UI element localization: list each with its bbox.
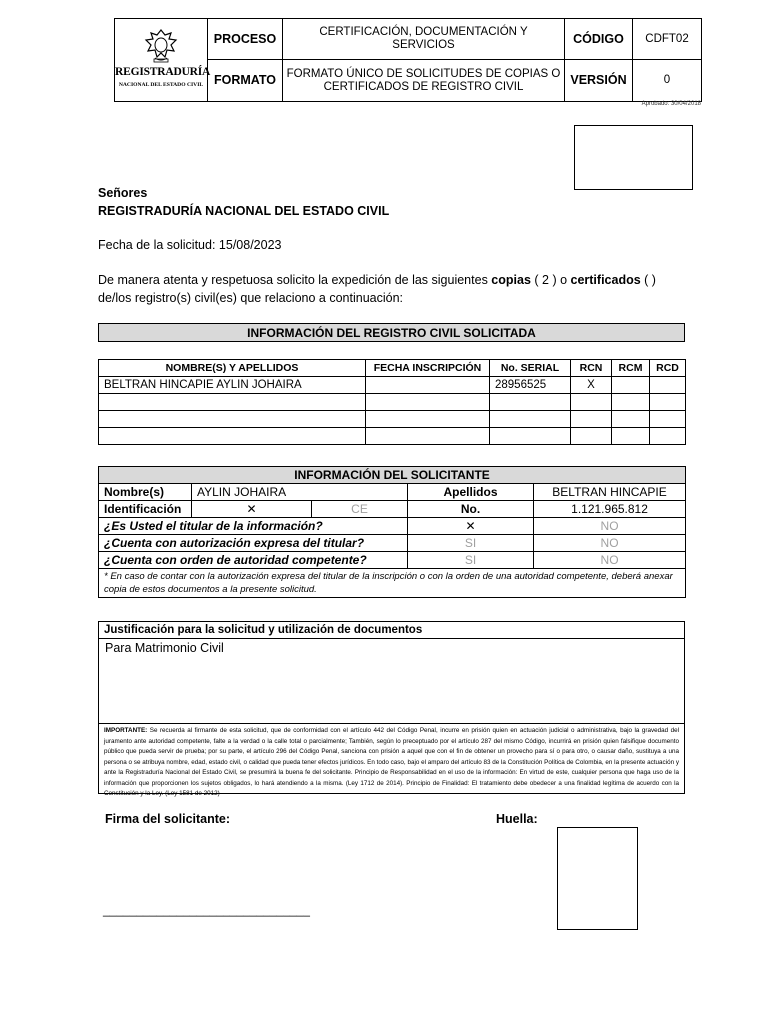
version-value: 0 [633, 60, 702, 102]
table-row: BELTRAN HINCAPIE AYLIN JOHAIRA 28956525 X [99, 377, 686, 394]
aprobado-date: Aprobado: 30/04/2018 [641, 101, 701, 107]
no-label: No. [408, 501, 534, 518]
request-text-line2: de/los registro(s) civil(es) que relaciono a continuación: [98, 291, 404, 305]
col-rcm: RCM [612, 360, 650, 377]
no-value: 1.121.965.812 [534, 501, 686, 518]
table-row [99, 428, 686, 445]
radicado-box [574, 125, 693, 190]
solicitante-table [98, 466, 686, 598]
apellidos-label: Apellidos [408, 484, 534, 501]
logo-name: REGISTRADURÍA [115, 66, 211, 78]
formato-value: FORMATO ÚNICO DE SOLICITUDES DE COPIAS O CERTIFICADOS DE REGISTRO CIVIL [283, 60, 565, 102]
coat-of-arms-icon [141, 28, 181, 64]
huella-label: Huella: [496, 812, 538, 826]
request-text-line1: De manera atenta y respetuosa solicito la expedición de las siguientes copias ( 2 ) o certificados ( ) [98, 273, 656, 287]
titular-si: ✕ [408, 518, 534, 535]
question-titular: ¿Es Usted el titular de la información? [99, 518, 408, 535]
registro-section-title: INFORMACIÓN DEL REGISTRO CIVIL SOLICITADA [98, 323, 685, 342]
solicitante-section-title: INFORMACIÓN DEL SOLICITANTE [99, 467, 686, 484]
col-rcd: RCD [650, 360, 686, 377]
registro-table-header [99, 360, 686, 377]
col-rcn: RCN [571, 360, 612, 377]
huella-box [557, 827, 638, 930]
formato-label: FORMATO [208, 60, 283, 102]
nombre-label: Nombre(s) [99, 484, 192, 501]
question-autorizacion: ¿Cuenta con autorización expresa del titular? [99, 535, 408, 552]
addressee: REGISTRADURÍA NACIONAL DEL ESTADO CIVIL [98, 204, 390, 218]
question-orden-autoridad: ¿Cuenta con orden de autoridad competente? [99, 552, 408, 569]
fecha-solicitud: Fecha de la solicitud: 15/08/2023 [98, 238, 282, 252]
autorizacion-no: NO [534, 535, 686, 552]
titular-no: NO [534, 518, 686, 535]
codigo-label: CÓDIGO [565, 19, 633, 60]
apellidos-value: BELTRAN HINCAPIE [534, 484, 686, 501]
importante-notice: IMPORTANTE: Se recuerda al firmante de esta solicitud, que de conformidad con el artículo 442 del Código Penal, incurre en prisión quien en actuación judicial o administrativa, bajo la gravedad del juramento ante autoridad competente, falte a la verdad o la calle total o parcialmente; También, según lo preceptuado por el artículo 287 del mismo Código, incurrirá en prisión quien falsifique documento público que pueda servir de prueba; por su parte, el artículo 296 del Código Penal, sanciona con prisión a aquel que con el fin de obtener un provecho para sí o para otro, o causar daño, sustituya a una persona o se atribuya nombre, edad, estado civil, o calidad que pueda tener efectos jurídicos. En todo caso, bajo el amparo del artículo 83 de la Constitución Política de Colombia, en la presente actuación y ante la Registraduría Nacional del Estado Civil, se presumirá la buena fe del solicitante. Principio de Responsabilidad en el uso de la información: En virtud de este, cualquier persona que haga uso de la información que proporcionen los sujetos obligados, lo hará atendiendo a la misma. (Ley 1712 de 2014). Principio de Finalidad: El tratamiento debe obedecer a una finalidad legítima de acuerdo con la Constitución y la Ley. (Ley 1581 de 2012) [99, 723, 684, 802]
codigo-value: CDFT02 [633, 19, 702, 60]
justificacion-title: Justificación para la solicitud y utilización de documentos [99, 622, 684, 639]
proceso-label: PROCESO [208, 19, 283, 60]
firma-line: _______________________________ [103, 903, 310, 917]
justificacion-box [98, 621, 685, 797]
salutation: Señores [98, 186, 148, 200]
autorizacion-si: SI [408, 535, 534, 552]
col-nombres: NOMBRE(S) Y APELLIDOS [99, 360, 366, 377]
nombre-value: AYLIN JOHAIRA [192, 484, 408, 501]
proceso-value: CERTIFICACIÓN, DOCUMENTACIÓN Y SERVICIOS [283, 19, 565, 60]
logo-subtitle: NACIONAL DEL ESTADO CIVIL [118, 82, 204, 88]
identificacion-ce: CE [312, 501, 408, 518]
version-label: VERSIÓN [565, 60, 633, 102]
justificacion-value: Para Matrimonio Civil [105, 641, 224, 655]
firma-label: Firma del solicitante: [105, 812, 231, 826]
col-serial: No. SERIAL [490, 360, 571, 377]
table-row [99, 394, 686, 411]
identificacion-label: Identificación [99, 501, 192, 518]
orden-si: SI [408, 552, 534, 569]
identificacion-mark: ✕ [192, 501, 312, 518]
col-fecha-inscripcion: FECHA INSCRIPCIÓN [366, 360, 490, 377]
orden-no: NO [534, 552, 686, 569]
logo [115, 19, 211, 102]
registro-table [98, 359, 686, 445]
solicitante-note: * En caso de contar con la autorización expresa del titular de la inscripción o con la orden de una autoridad competente, deberá anexar copia de estos documentos a la presente solicitud. [99, 569, 686, 598]
table-row [99, 411, 686, 428]
form-header [114, 18, 702, 102]
fecha-value: 15/08/2023 [218, 238, 282, 252]
